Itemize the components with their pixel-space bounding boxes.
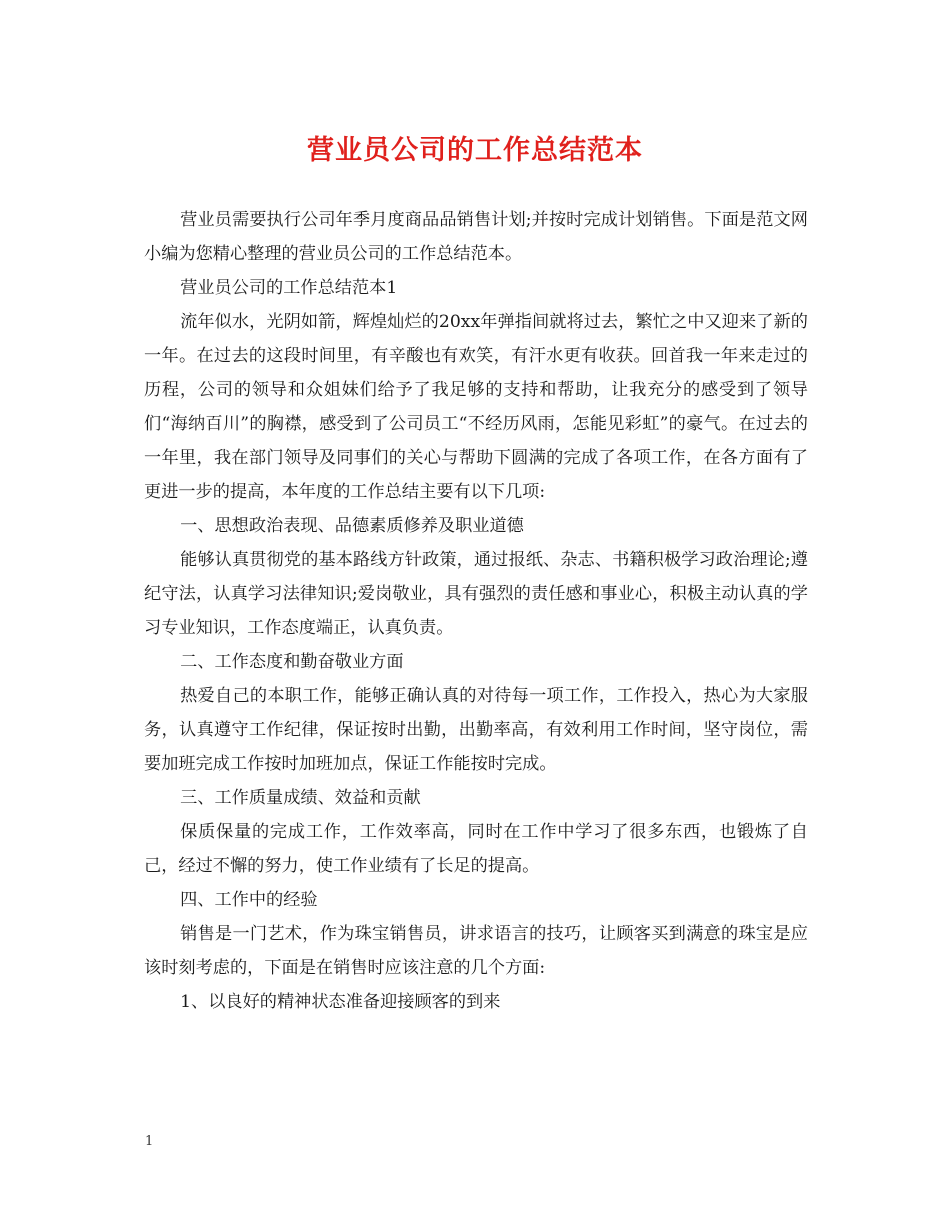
body-paragraph: 热爱自己的本职工作，能够正确认真的对待每一项工作，工作投入，热心为大家服务，认真遵守工作纪律，保证按时出勤，出勤率高，有效利用工作时间，坚守岗位，需要加班完成工作按时加班加点，保证工作能按时完成。	[144, 686, 808, 774]
section-heading: 二、工作态度和勤奋敬业方面	[180, 652, 404, 672]
section-heading: 三、工作质量成绩、效益和贡献	[180, 788, 421, 808]
section-heading: 四、工作中的经验	[180, 890, 318, 910]
document-body	[144, 203, 808, 1019]
section-heading: 一、思想政治表现、品德素质修养及职业道德	[180, 516, 524, 536]
list-item-heading: 1、以良好的精神状态准备迎接顾客的到来	[180, 992, 501, 1012]
body-paragraph: 能够认真贯彻党的基本路线方针政策，通过报纸、杂志、书籍积极学习政治理论;遵纪守法，认真学习法律知识;爱岗敬业，具有强烈的责任感和事业心，积极主动认真的学习专业知识，工作态度端正，认真负责。	[144, 550, 808, 638]
body-paragraph: 销售是一门艺术，作为珠宝销售员，讲求语言的技巧，让顾客买到满意的珠宝是应该时刻考虑的，下面是在销售时应该注意的几个方面:	[144, 924, 808, 978]
intro-paragraph: 营业员需要执行公司年季月度商品品销售计划;并按时完成计划销售。下面是范文网小编为您精心整理的营业员公司的工作总结范本。	[144, 210, 808, 264]
body-paragraph: 流年似水，光阴如箭，辉煌灿烂的20xx年弹指间就将过去，繁忙之中又迎来了新的一年。在过去的这段时间里，有辛酸也有欢笑，有汗水更有收获。回首我一年来走过的历程，公司的领导和众姐妹们给予了我足够的支持和帮助，让我充分的感受到了领导们“海纳百川”的胸襟，感受到了公司员工“不经历风雨，怎能见彩虹”的豪气。在过去的一年里，我在部门领导及同事们的关心与帮助下圆满的完成了各项工作，在各方面有了更进一步的提高，本年度的工作总结主要有以下几项:	[144, 312, 808, 502]
section-heading: 营业员公司的工作总结范本1	[180, 278, 398, 298]
page-number: 1	[145, 1134, 154, 1149]
body-paragraph: 保质保量的完成工作，工作效率高，同时在工作中学习了很多东西，也锻炼了自己，经过不懈的努力，使工作业绩有了长足的提高。	[144, 822, 808, 876]
document-title: 营业员公司的工作总结范本	[307, 135, 643, 166]
